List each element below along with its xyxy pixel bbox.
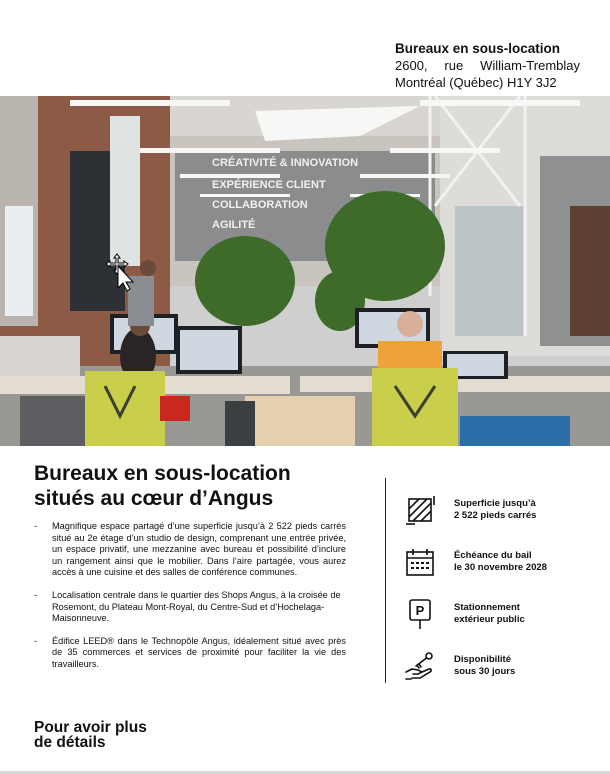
wall-text-2: EXPÉRIENCE CLIENT: [212, 179, 326, 191]
feature-area-line1: Superficie jusqu’à: [454, 498, 536, 509]
office-photo: [0, 96, 610, 446]
hand-key-icon: [404, 650, 436, 682]
bullet-text: Localisation centrale dans le quartier des Shops Angus, à la croisée de Rosemont, du Plateau Mont-Royal, du Centre-Sud et d’Hochelaga-Maisonneuve.: [52, 589, 341, 624]
list-item: [34, 636, 346, 671]
calendar-icon: [404, 546, 436, 578]
feature-parking: [404, 588, 604, 640]
headline-line-2: situés au cœur d’Angus: [34, 487, 274, 510]
feature-area-line2: 2 522 pieds carrés: [454, 510, 537, 521]
feature-lease: [404, 536, 604, 588]
wall-text-1: CRÉATIVITÉ & INNOVATION: [212, 157, 359, 169]
feature-availability-line1: Disponibilité: [454, 654, 511, 665]
address-street: William-Tremblay: [480, 58, 580, 73]
header-title: Bureaux en sous-location: [395, 41, 561, 56]
contact-line-2: de détails: [34, 734, 106, 751]
feature-lease-line1: Échéance du bail: [454, 550, 532, 561]
feature-availability-text: [454, 654, 515, 678]
feature-lease-line2: le 30 novembre 2028: [454, 562, 547, 573]
svg-text:P: P: [415, 603, 425, 618]
feature-parking-text: [454, 602, 525, 626]
area-hatch-icon: [404, 494, 436, 526]
feature-availability-line2: sous 30 jours: [454, 666, 516, 677]
feature-area: [404, 484, 604, 536]
address-line-street: [395, 57, 580, 74]
parking-icon: [404, 598, 436, 630]
bullet-dash: -: [34, 635, 38, 646]
list-item: [34, 590, 346, 625]
feature-lease-text: [454, 550, 547, 574]
bullet-dash: -: [34, 589, 38, 600]
mouse-cursor-icon: [104, 252, 136, 297]
contact-line-1: Pour avoir plus: [34, 719, 147, 736]
description-list: [34, 521, 346, 682]
feature-parking-line1: Stationnement: [454, 602, 520, 613]
list-item: [34, 521, 346, 579]
feature-area-text: [454, 498, 536, 522]
feature-parking-line2: extérieur public: [454, 614, 525, 625]
address-rue: rue: [444, 58, 464, 73]
bullet-text: Magnifique espace partagé d’une superficie jusqu’à 2 522 pieds carrés situé au 2e étage d’un studio de design, comprenant une entrée privée, un espace privatif, une mezzanine avec bureau et possibilité d’inclure un rangement ainsi que le mobilier. Dans l’aire partagée, vous aurez accès à une cuisine et des salles de conférence communes.: [52, 521, 346, 578]
bullet-text: Édifice LEED® dans le Technopôle Angus, idéalement situé avec près de 35 commerces et services de proximité pour faciliter la vie des travailleurs.: [52, 635, 346, 669]
header-address: [395, 40, 580, 91]
page-headline: [34, 461, 379, 511]
column-divider: [385, 478, 386, 683]
wall-text-4: AGILITÉ: [212, 219, 256, 231]
address-city: Montréal (Québec) H1Y 3J2: [395, 75, 557, 90]
feature-availability: [404, 640, 604, 692]
features-list: [404, 484, 604, 692]
headline-line-1: Bureaux en sous-location: [34, 462, 291, 485]
address-number: 2600,: [395, 58, 428, 73]
contact-heading: [34, 720, 147, 750]
bullet-dash: -: [34, 521, 38, 531]
wall-text-3: COLLABORATION: [212, 199, 308, 211]
